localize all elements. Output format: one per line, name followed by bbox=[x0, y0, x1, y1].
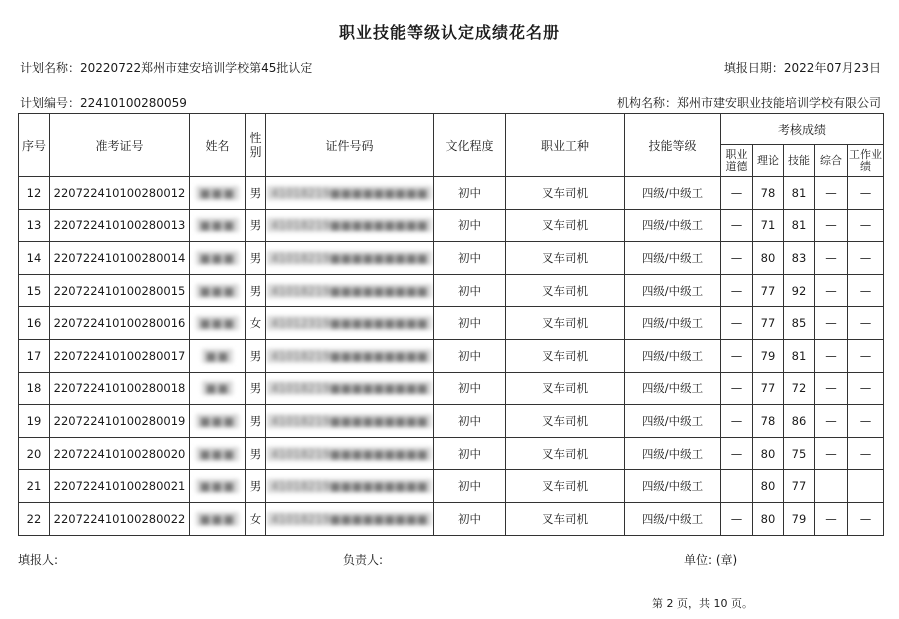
cell-skill: 83 bbox=[784, 242, 815, 275]
cell-performance: — bbox=[848, 372, 884, 405]
cell-level: 四级/中级工 bbox=[625, 307, 721, 340]
leader-label: 负责人: bbox=[343, 553, 384, 567]
cell-overall: — bbox=[815, 274, 848, 307]
cell-id-no-redacted: 41018219■■■■■■■■■ bbox=[267, 512, 431, 526]
cell-name-redacted: ■■ bbox=[202, 381, 234, 395]
cell-level: 四级/中级工 bbox=[625, 274, 721, 307]
cell-name bbox=[190, 470, 246, 503]
cell-skill: 77 bbox=[784, 470, 815, 503]
cell-overall: — bbox=[815, 405, 848, 438]
cell-theory: 71 bbox=[753, 209, 784, 242]
cell-exam-no: 220722410100280019 bbox=[50, 405, 190, 438]
cell-exam-no: 220722410100280018 bbox=[50, 372, 190, 405]
cell-level: 四级/中级工 bbox=[625, 437, 721, 470]
fill-date bbox=[724, 59, 881, 76]
cell-performance: — bbox=[848, 177, 884, 210]
cell-performance: — bbox=[848, 274, 884, 307]
document-title: 职业技能等级认定成绩花名册 bbox=[338, 23, 560, 42]
cell-job: 叉车司机 bbox=[506, 372, 625, 405]
cell-overall: — bbox=[815, 177, 848, 210]
cell-overall bbox=[815, 470, 848, 503]
cell-education: 初中 bbox=[434, 177, 506, 210]
cell-exam-no: 220722410100280012 bbox=[50, 177, 190, 210]
cell-ethics: — bbox=[721, 502, 753, 535]
col-level: 技能等级 bbox=[625, 114, 721, 177]
cell-id-no bbox=[266, 405, 434, 438]
cell-exam-no: 220722410100280017 bbox=[50, 339, 190, 372]
cell-ethics: — bbox=[721, 274, 753, 307]
cell-id-no-redacted: 41012319■■■■■■■■■ bbox=[267, 316, 431, 330]
cell-theory: 80 bbox=[753, 437, 784, 470]
cell-overall: — bbox=[815, 339, 848, 372]
cell-id-no-redacted: 41018219■■■■■■■■■ bbox=[267, 349, 431, 363]
col-scores-group: 考核成绩 bbox=[721, 114, 884, 145]
cell-gender: 男 bbox=[246, 339, 266, 372]
cell-gender: 男 bbox=[246, 177, 266, 210]
cell-level: 四级/中级工 bbox=[625, 242, 721, 275]
cell-id-no-redacted: 41018219■■■■■■■■■ bbox=[267, 218, 431, 232]
table-row bbox=[19, 242, 884, 275]
cell-level: 四级/中级工 bbox=[625, 470, 721, 503]
cell-theory: 77 bbox=[753, 372, 784, 405]
cell-job: 叉车司机 bbox=[506, 177, 625, 210]
cell-name bbox=[190, 437, 246, 470]
cell-gender: 男 bbox=[246, 372, 266, 405]
cell-id-no-redacted: 41018219■■■■■■■■■ bbox=[267, 284, 431, 298]
cell-performance: — bbox=[848, 339, 884, 372]
cell-education: 初中 bbox=[434, 405, 506, 438]
cell-theory: 80 bbox=[753, 470, 784, 503]
cell-overall: — bbox=[815, 307, 848, 340]
cell-seq: 19 bbox=[19, 405, 50, 438]
cell-theory: 77 bbox=[753, 274, 784, 307]
cell-name-redacted: ■■■ bbox=[196, 186, 240, 200]
cell-id-no bbox=[266, 242, 434, 275]
cell-id-no-redacted: 41018219■■■■■■■■■ bbox=[267, 381, 431, 395]
cell-seq: 22 bbox=[19, 502, 50, 535]
cell-exam-no: 220722410100280013 bbox=[50, 209, 190, 242]
cell-skill: 81 bbox=[784, 209, 815, 242]
cell-education: 初中 bbox=[434, 242, 506, 275]
cell-job: 叉车司机 bbox=[506, 437, 625, 470]
cell-education: 初中 bbox=[434, 274, 506, 307]
fill-date-value: 2022年07月23日 bbox=[783, 61, 881, 75]
cell-education: 初中 bbox=[434, 470, 506, 503]
table-row bbox=[19, 274, 884, 307]
cell-performance: — bbox=[848, 502, 884, 535]
cell-skill: 81 bbox=[784, 177, 815, 210]
col-skill: 技能 bbox=[784, 145, 815, 177]
cell-ethics: — bbox=[721, 437, 753, 470]
cell-exam-no: 220722410100280021 bbox=[50, 470, 190, 503]
cell-id-no-redacted: 41018219■■■■■■■■■ bbox=[267, 414, 431, 428]
score-table bbox=[18, 113, 884, 536]
cell-theory: 78 bbox=[753, 405, 784, 438]
cell-skill: 85 bbox=[784, 307, 815, 340]
organization-value: 郑州市建安职业技能培训学校有限公司 bbox=[676, 96, 881, 110]
cell-skill: 72 bbox=[784, 372, 815, 405]
cell-gender: 男 bbox=[246, 470, 266, 503]
col-id-no: 证件号码 bbox=[266, 114, 434, 177]
col-gender: 性别 bbox=[246, 114, 266, 177]
cell-name-redacted: ■■■ bbox=[196, 414, 240, 428]
cell-name bbox=[190, 405, 246, 438]
filler-label: 填报人: bbox=[18, 553, 59, 567]
cell-exam-no: 220722410100280014 bbox=[50, 242, 190, 275]
cell-education: 初中 bbox=[434, 209, 506, 242]
cell-gender: 男 bbox=[246, 274, 266, 307]
cell-level: 四级/中级工 bbox=[625, 372, 721, 405]
table-row bbox=[19, 372, 884, 405]
cell-id-no-redacted: 41018219■■■■■■■■■ bbox=[267, 447, 431, 461]
cell-seq: 17 bbox=[19, 339, 50, 372]
cell-overall: — bbox=[815, 437, 848, 470]
cell-name bbox=[190, 209, 246, 242]
plan-name bbox=[20, 59, 312, 76]
plan-number-value: 22410100280059 bbox=[80, 96, 187, 110]
cell-gender: 男 bbox=[246, 437, 266, 470]
cell-seq: 18 bbox=[19, 372, 50, 405]
cell-id-no bbox=[266, 372, 434, 405]
cell-exam-no: 220722410100280022 bbox=[50, 502, 190, 535]
cell-gender: 女 bbox=[246, 307, 266, 340]
cell-ethics bbox=[721, 470, 753, 503]
cell-gender: 男 bbox=[246, 405, 266, 438]
cell-job: 叉车司机 bbox=[506, 502, 625, 535]
cell-overall: — bbox=[815, 209, 848, 242]
cell-name bbox=[190, 307, 246, 340]
cell-seq: 16 bbox=[19, 307, 50, 340]
cell-id-no-redacted: 41018219■■■■■■■■■ bbox=[267, 251, 431, 265]
cell-skill: 92 bbox=[784, 274, 815, 307]
table-row bbox=[19, 209, 884, 242]
cell-id-no bbox=[266, 470, 434, 503]
cell-exam-no: 220722410100280016 bbox=[50, 307, 190, 340]
cell-name-redacted: ■■■ bbox=[196, 479, 240, 493]
cell-name-redacted: ■■■ bbox=[196, 218, 240, 232]
cell-job: 叉车司机 bbox=[506, 470, 625, 503]
col-education: 文化程度 bbox=[434, 114, 506, 177]
cell-performance bbox=[848, 470, 884, 503]
cell-job: 叉车司机 bbox=[506, 405, 625, 438]
cell-job: 叉车司机 bbox=[506, 274, 625, 307]
cell-overall: — bbox=[815, 242, 848, 275]
plan-number-label: 计划编号： bbox=[20, 96, 81, 110]
cell-ethics: — bbox=[721, 405, 753, 438]
cell-exam-no: 220722410100280020 bbox=[50, 437, 190, 470]
cell-theory: 80 bbox=[753, 242, 784, 275]
cell-education: 初中 bbox=[434, 372, 506, 405]
cell-ethics: — bbox=[721, 209, 753, 242]
cell-seq: 12 bbox=[19, 177, 50, 210]
cell-id-no bbox=[266, 437, 434, 470]
cell-name bbox=[190, 274, 246, 307]
cell-name bbox=[190, 502, 246, 535]
cell-name-redacted: ■■■ bbox=[196, 512, 240, 526]
cell-level: 四级/中级工 bbox=[625, 177, 721, 210]
cell-job: 叉车司机 bbox=[506, 242, 625, 275]
cell-ethics: — bbox=[721, 372, 753, 405]
table-row bbox=[19, 470, 884, 503]
col-name: 姓名 bbox=[190, 114, 246, 177]
table-row bbox=[19, 502, 884, 535]
cell-performance: — bbox=[848, 437, 884, 470]
table-row bbox=[19, 307, 884, 340]
cell-ethics: — bbox=[721, 242, 753, 275]
plan-name-label: 计划名称： bbox=[20, 61, 81, 75]
cell-skill: 79 bbox=[784, 502, 815, 535]
cell-name bbox=[190, 242, 246, 275]
cell-id-no bbox=[266, 502, 434, 535]
col-ethics: 职业道德 bbox=[721, 145, 753, 177]
cell-name bbox=[190, 177, 246, 210]
table-row bbox=[19, 339, 884, 372]
cell-performance: — bbox=[848, 307, 884, 340]
cell-name bbox=[190, 372, 246, 405]
col-overall: 综合 bbox=[815, 145, 848, 177]
cell-name bbox=[190, 339, 246, 372]
cell-ethics: — bbox=[721, 307, 753, 340]
col-performance: 工作业绩 bbox=[848, 145, 884, 177]
cell-overall: — bbox=[815, 372, 848, 405]
organization-name bbox=[617, 94, 881, 111]
cell-gender: 女 bbox=[246, 502, 266, 535]
cell-education: 初中 bbox=[434, 502, 506, 535]
cell-seq: 21 bbox=[19, 470, 50, 503]
cell-name-redacted: ■■■ bbox=[196, 284, 240, 298]
table-row bbox=[19, 405, 884, 438]
cell-name-redacted: ■■■ bbox=[196, 316, 240, 330]
col-theory: 理论 bbox=[753, 145, 784, 177]
plan-number bbox=[20, 94, 187, 111]
organization-label: 机构名称： bbox=[616, 96, 677, 110]
table-row bbox=[19, 177, 884, 210]
cell-level: 四级/中级工 bbox=[625, 502, 721, 535]
cell-performance: — bbox=[848, 405, 884, 438]
page-indicator: 第 2 页，共 10 页。 bbox=[652, 597, 753, 610]
cell-education: 初中 bbox=[434, 437, 506, 470]
cell-job: 叉车司机 bbox=[506, 307, 625, 340]
cell-seq: 13 bbox=[19, 209, 50, 242]
cell-exam-no: 220722410100280015 bbox=[50, 274, 190, 307]
cell-seq: 14 bbox=[19, 242, 50, 275]
cell-skill: 75 bbox=[784, 437, 815, 470]
cell-id-no-redacted: 41018219■■■■■■■■■ bbox=[267, 186, 431, 200]
cell-theory: 80 bbox=[753, 502, 784, 535]
col-job: 职业工种 bbox=[506, 114, 625, 177]
cell-ethics: — bbox=[721, 177, 753, 210]
cell-performance: — bbox=[848, 209, 884, 242]
cell-job: 叉车司机 bbox=[506, 209, 625, 242]
cell-theory: 77 bbox=[753, 307, 784, 340]
cell-name-redacted: ■■■ bbox=[196, 447, 240, 461]
cell-gender: 男 bbox=[246, 209, 266, 242]
cell-level: 四级/中级工 bbox=[625, 209, 721, 242]
unit-seal-label: 单位: (章) bbox=[684, 553, 738, 567]
cell-performance: — bbox=[848, 242, 884, 275]
cell-overall: — bbox=[815, 502, 848, 535]
cell-education: 初中 bbox=[434, 307, 506, 340]
cell-seq: 15 bbox=[19, 274, 50, 307]
cell-level: 四级/中级工 bbox=[625, 405, 721, 438]
cell-ethics: — bbox=[721, 339, 753, 372]
cell-skill: 81 bbox=[784, 339, 815, 372]
cell-id-no bbox=[266, 307, 434, 340]
col-exam-no: 准考证号 bbox=[50, 114, 190, 177]
cell-theory: 78 bbox=[753, 177, 784, 210]
cell-id-no bbox=[266, 339, 434, 372]
cell-gender: 男 bbox=[246, 242, 266, 275]
cell-skill: 86 bbox=[784, 405, 815, 438]
cell-id-no bbox=[266, 177, 434, 210]
cell-theory: 79 bbox=[753, 339, 784, 372]
fill-date-label: 填报日期： bbox=[723, 61, 784, 75]
cell-name-redacted: ■■■ bbox=[196, 251, 240, 265]
col-seq: 序号 bbox=[19, 114, 50, 177]
cell-job: 叉车司机 bbox=[506, 339, 625, 372]
cell-level: 四级/中级工 bbox=[625, 339, 721, 372]
cell-id-no bbox=[266, 274, 434, 307]
cell-education: 初中 bbox=[434, 339, 506, 372]
plan-name-value: 20220722郑州市建安培训学校第45批认定 bbox=[80, 61, 313, 75]
cell-id-no bbox=[266, 209, 434, 242]
cell-id-no-redacted: 41018219■■■■■■■■■ bbox=[267, 479, 431, 493]
table-row bbox=[19, 437, 884, 470]
cell-name-redacted: ■■ bbox=[202, 349, 234, 363]
cell-seq: 20 bbox=[19, 437, 50, 470]
